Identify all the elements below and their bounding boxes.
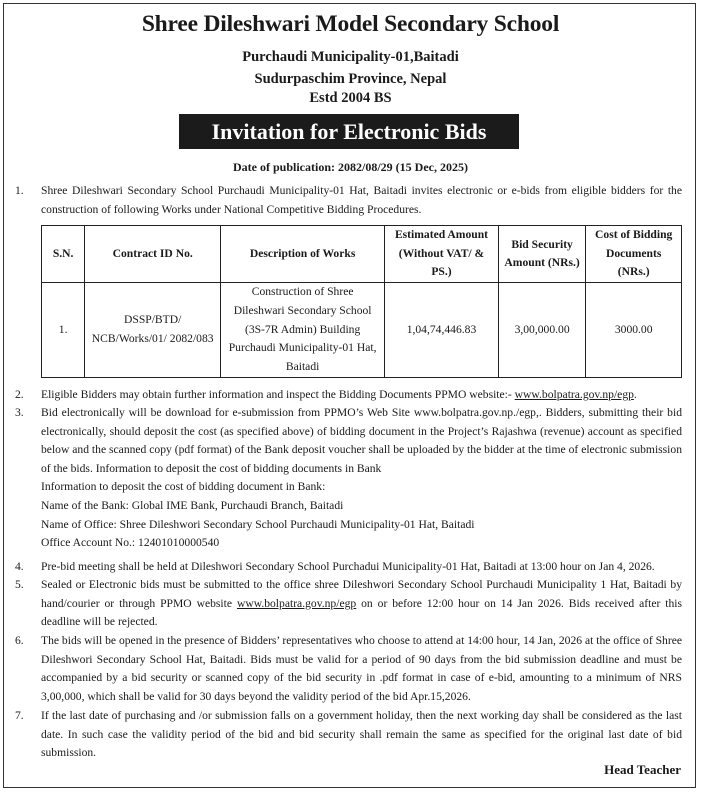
col-bid-security: Bid Security Amount (NRs.) (498, 226, 586, 283)
clause-number: 4. (15, 560, 24, 573)
clause-number: 3. (15, 406, 24, 419)
col-estimated-amount: Estimated Amount (Without VAT/ & PS.) (385, 226, 499, 283)
office-account-no: Office Account No.: 12401010000540 (41, 536, 220, 550)
clause-text: Pre-bid meeting shall be held at Dileshwori Secondary School Purchadui Municipality-01 Hat, Baitadi at 13:00 hour on Jan 4, 2026. (41, 560, 655, 573)
province-line: Sudurpaschim Province, Nepal (254, 71, 447, 87)
bolpatra-link[interactable]: www.bolpatra.gov.np/egp (514, 388, 634, 401)
clause-paragraph: Bid electronically will be download for e-submission from PPMO’s Web Site www.bolpatra.gov.np./egp,. Bidders, submitting their bid electronically, should deposit the cost (as specified above) of bidding document in the Project’s Rajashwa (revenue) account as specified below and the scanned copy (pdf format) of the Bank deposit voucher shall be uploaded by the bidder at the time of electronic submission of the bids. Information to deposit the cost of bidding documents in Bank (41, 406, 682, 475)
clause-text (41, 404, 682, 553)
table-row (42, 283, 682, 378)
clause-6 (15, 632, 682, 706)
clause-4 (15, 558, 682, 577)
cell-description: Construction of Shree Dileshwari Secondary School (3S-7R Admin) Building Purchaudi Municipality-01 Hat, Baitadi (221, 283, 385, 378)
signature-head-teacher: Head Teacher (604, 762, 681, 777)
clause-text: If the last date of purchasing and /or submission falls on a government holiday, then the next working day shall be considered as the last date. In such case the validity period of the bid and bid security shall remain the same as specified for the original last date of bid submission. (41, 709, 682, 760)
clause-text: Shree Dileshwari Secondary School Purchaudi Municipality-01 Hat, Baitadi invites electronic or e-bids from eligible bidders for the construction of following Works under National Competitive Bidding Procedures. (41, 184, 682, 216)
bank-name: Name of the Bank: Global IME Bank, Purchaudi Branch, Baitadi (41, 498, 344, 512)
col-sn: S.N. (42, 226, 85, 283)
clause-7 (15, 707, 682, 763)
clause-text-part: on or before 12:00 hour on 14 Jan 2026. Bids received after this deadline will be rejected. (41, 596, 683, 629)
clause-number: 1. (15, 184, 24, 197)
notice-title-banner: Invitation for Electronic Bids (179, 114, 519, 149)
table-header-row (42, 226, 682, 283)
school-name: Shree Dileshwari Model Secondary School (141, 11, 560, 37)
col-cost-docs: Cost of Bidding Documents (NRs.) (586, 226, 682, 283)
publication-date: Date of publication: 2082/08/29 (15 Dec, 2025) (233, 160, 468, 174)
col-contract-id: Contract ID No. (85, 226, 221, 283)
clause-number: 7. (15, 709, 24, 722)
office-name: Name of Office: Shree Dileshwori Secondary School Purchaudi Municipality-01 Hat, Baitadi (41, 517, 475, 531)
clause-5 (15, 576, 682, 632)
clause-number: 2. (15, 388, 24, 401)
clause-text-part: Sealed or Electronic bids must be submitted to the office shree Dileshwori Secondary School Purchaudi Municipality 1 Hat, Baitadi by hand/courier or through PPMO website (41, 578, 682, 610)
cell-bid-security: 3,00,000.00 (498, 283, 586, 378)
col-description: Description of Works (221, 226, 385, 283)
clause-2 (15, 386, 682, 405)
cell-contract-id: DSSP/BTD/ NCB/Works/01/ 2082/083 (85, 283, 221, 378)
clause-number: 5. (15, 578, 24, 591)
bank-info-heading: Information to deposit the cost of bidding document in Bank: (41, 480, 326, 494)
established-line: Estd 2004 BS (309, 90, 392, 106)
clause-1 (15, 182, 682, 219)
clause-number: 6. (15, 634, 24, 647)
clause-text-part: Eligible Bidders may obtain further information and inspect the Bidding Documents PPMO website:- (41, 388, 515, 401)
clause-text-part: . (633, 388, 637, 401)
cell-cost-docs: 3000.00 (586, 283, 682, 378)
clause-3 (15, 404, 682, 553)
cell-sn: 1. (42, 283, 85, 378)
bids-table (41, 225, 682, 378)
clause-text (41, 576, 682, 632)
bolpatra-link[interactable]: www.bolpatra.gov.np/egp (236, 596, 357, 610)
municipality-line: Purchaudi Municipality-01,Baitadi (242, 49, 459, 65)
cell-estimated-amount: 1,04,74,446.83 (385, 283, 499, 378)
clause-text: The bids will be opened in the presence of Bidders’ representatives who choose to attend at 14:00 hour, 14 Jan, 2026 at the office of Shree Dileshwori Secondary School Hat, Baitadi. Bids must be valid for a period of 90 days from the bid submission deadline and must be accompanied by a bid security or scanned copy of the bid security in .pdf format in case of e-bid, amounting to a minimum of NRS 3,00,000, which shall be valid for 30 days beyond the validity period of the bid Apr.15,2026. (41, 634, 682, 703)
clause-text (41, 386, 682, 405)
